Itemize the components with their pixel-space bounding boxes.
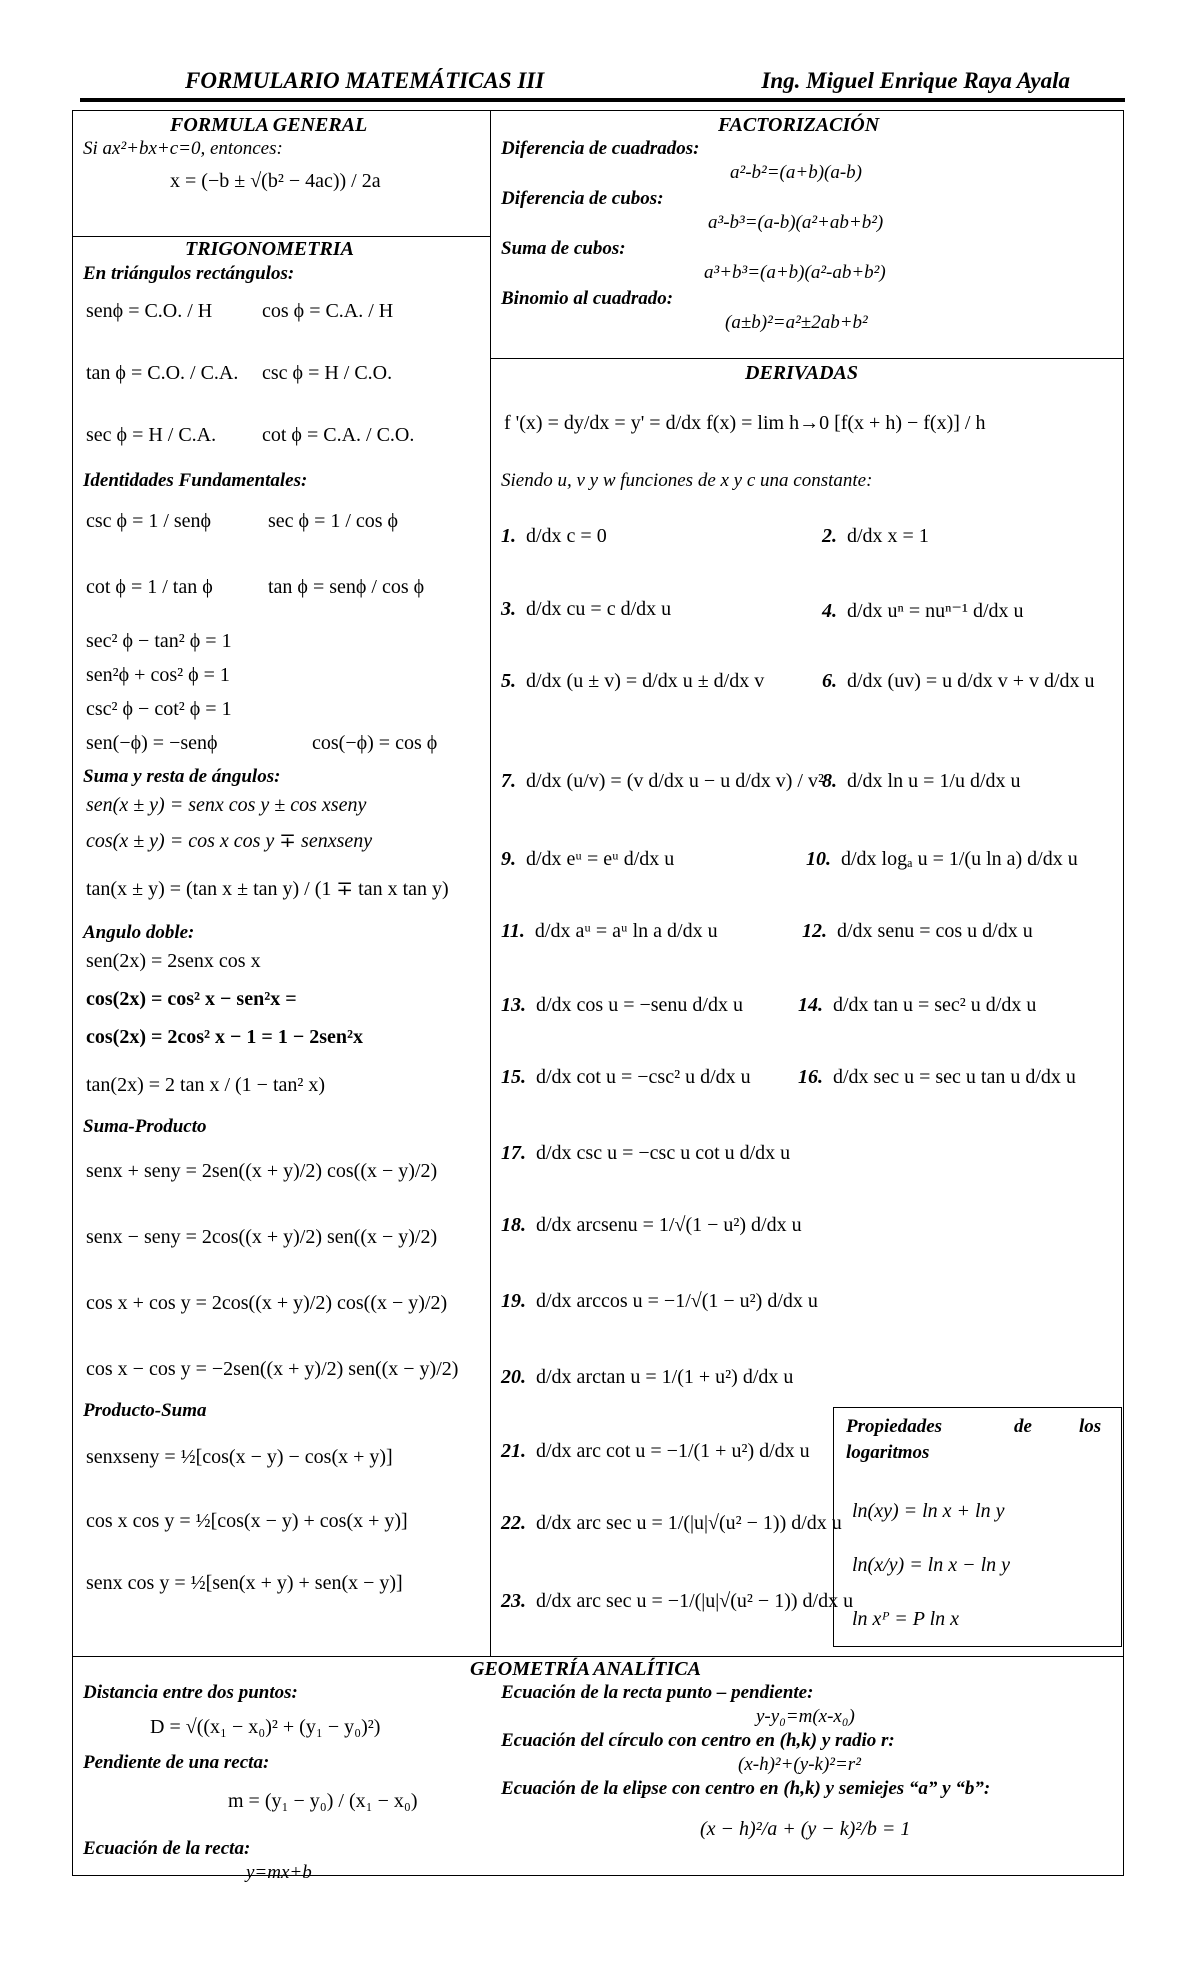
derivadas-note: Siendo u, v y w funciones de x y c una constante: [501, 470, 873, 491]
rule-formula: d/dx sec u = sec u tan u d/dx u [833, 1066, 1076, 1088]
rule-formula: d/dx senu = cos u d/dx u [837, 920, 1033, 942]
page-header [80, 66, 1120, 100]
derivative-rule-5 [501, 670, 764, 693]
rule-formula: d/dx cos u = −senu d/dx u [536, 994, 743, 1016]
log-power: ln xᴾ = P ln x [852, 1608, 960, 1630]
derivative-rule-4 [822, 598, 1024, 623]
geometria-title: GEOMETRÍA ANALÍTICA [470, 1658, 701, 1680]
rule-number: 7. [501, 770, 516, 792]
rule-formula: d/dx (u/v) = (v d/dx u − u d/dx v) / v² [526, 770, 824, 792]
ellipse-title: Ecuación de la elipse con centro en (h,k) y semiejes “a” y “b”: [501, 1778, 991, 1799]
derivative-rule-6 [822, 670, 1095, 693]
factorizacion-title: FACTORIZACIÓN [718, 114, 880, 136]
diff-cubes-label: Diferencia de cubos: [501, 188, 664, 209]
log-quotient: ln(x/y) = ln x − ln y [852, 1554, 1011, 1576]
derivative-rule-18 [501, 1214, 802, 1237]
derivative-rule-9 [501, 848, 674, 871]
product-sum-2: cos x cos y = ½[cos(x − y) + cos(x + y)] [86, 1510, 408, 1532]
rule-number: 23. [501, 1590, 526, 1612]
derivative-rule-14 [798, 994, 1036, 1017]
identity-tan: tan ϕ = senϕ / cos ϕ [268, 576, 425, 598]
product-sum-3: senx cos y = ½[sen(x + y) + sen(x − y)] [86, 1572, 403, 1594]
identity-pythag-sec: sec² ϕ − tan² ϕ = 1 [86, 630, 232, 652]
double-sen: sen(2x) = 2senx cos x [86, 950, 261, 972]
rule-number: 16. [798, 1066, 823, 1088]
rule-formula: d/dx (uv) = u d/dx v + v d/dx u [847, 670, 1095, 692]
formula-general-title: FORMULA GENERAL [170, 114, 368, 136]
distance-formula: D = √((x₁ − x₀)² + (y₁ − y₀)²) [150, 1716, 381, 1738]
rule-formula: d/dx logₐ u = 1/(u ln a) d/dx u [841, 848, 1078, 870]
rule-formula: d/dx arcsenu = 1/√(1 − u²) d/dx u [536, 1214, 802, 1236]
divider-factorizacion [490, 358, 1124, 359]
log-title-a: Propiedades [846, 1416, 943, 1437]
double-angle-title: Angulo doble: [83, 922, 195, 943]
derivative-rule-8 [822, 770, 1021, 793]
diff-squares-formula: a²-b²=(a+b)(a-b) [730, 162, 862, 183]
derivative-rule-15 [501, 1066, 751, 1089]
header-rule [80, 98, 1125, 102]
sum-product-title: Suma-Producto [83, 1116, 207, 1137]
line-title: Ecuación de la recta: [83, 1838, 251, 1859]
identity-odd-sen: sen(−ϕ) = −senϕ [86, 732, 218, 754]
log-title-b: de [1014, 1416, 1032, 1437]
quadratic-formula: x = (−b ± √(b² − 4ac)) / 2a [170, 170, 381, 192]
rule-formula: d/dx arc sec u = 1/(|u|√(u² − 1)) d/dx u [536, 1512, 842, 1534]
rule-number: 1. [501, 525, 516, 547]
rule-number: 4. [822, 600, 837, 622]
product-sum-1: senxseny = ½[cos(x − y) − cos(x + y)] [86, 1446, 393, 1468]
trig-title: TRIGONOMETRIA [185, 238, 354, 260]
sum-sen: sen(x ± y) = senx cos y ± cos xseny [86, 794, 367, 816]
trig-cot: cot ϕ = C.A. / C.O. [262, 424, 415, 446]
sum-cos: cos(x ± y) = cos x cos y ∓ senxseny [86, 830, 373, 852]
trig-sen: senϕ = C.O. / H [86, 300, 213, 322]
log-properties-box [833, 1407, 1122, 1647]
trig-sec: sec ϕ = H / C.A. [86, 424, 217, 446]
derivative-rule-13 [501, 994, 743, 1017]
right-triangles-title: En triángulos rectángulos: [83, 263, 295, 284]
line-formula: y=mx+b [246, 1862, 312, 1883]
rule-number: 18. [501, 1214, 526, 1236]
sum-tan: tan(x ± y) = (tan x ± tan y) / (1 ∓ tan x tan y) [86, 878, 449, 900]
identity-pythag-sen: sen²ϕ + cos² ϕ = 1 [86, 664, 230, 686]
trig-tan: tan ϕ = C.O. / C.A. [86, 362, 239, 384]
binomial-square-formula: (a±b)²=a²±2ab+b² [725, 312, 868, 333]
double-cos-2: cos(2x) = 2cos² x − 1 = 1 − 2sen²x [86, 1026, 364, 1048]
rule-number: 6. [822, 670, 837, 692]
rule-formula: d/dx cu = c d/dx u [526, 598, 672, 620]
derivative-rule-19 [501, 1290, 818, 1313]
rule-number: 13. [501, 994, 526, 1016]
derivative-rule-3 [501, 598, 671, 621]
sum-angles-title: Suma y resta de ángulos: [83, 766, 281, 787]
derivative-rule-16 [798, 1066, 1076, 1089]
derivative-rule-23 [501, 1590, 853, 1613]
double-tan: tan(2x) = 2 tan x / (1 − tan² x) [86, 1074, 326, 1096]
identities-title: Identidades Fundamentales: [83, 470, 308, 491]
rule-formula: d/dx arccos u = −1/√(1 − u²) d/dx u [536, 1290, 818, 1312]
rule-number: 9. [501, 848, 516, 870]
diff-cubes-formula: a³-b³=(a-b)(a²+ab+b²) [708, 212, 884, 233]
rule-formula: d/dx ln u = 1/u d/dx u [847, 770, 1021, 792]
ellipse-formula: (x − h)²/a + (y − k)²/b = 1 [700, 1818, 911, 1840]
rule-formula: d/dx cot u = −csc² u d/dx u [536, 1066, 751, 1088]
sum-product-2: senx − seny = 2cos((x + y)/2) sen((x − y)/2) [86, 1226, 438, 1248]
divider-geometria [72, 1656, 1124, 1657]
point-slope-title: Ecuación de la recta punto – pendiente: [501, 1682, 814, 1703]
derivative-rule-7 [501, 770, 824, 793]
distance-title: Distancia entre dos puntos: [83, 1682, 298, 1703]
rule-number: 21. [501, 1440, 526, 1462]
derivative-rule-11 [501, 920, 718, 943]
rule-formula: d/dx csc u = −csc u cot u d/dx u [536, 1142, 791, 1164]
identity-sec: sec ϕ = 1 / cos ϕ [268, 510, 399, 532]
circle-formula: (x-h)²+(y-k)²=r² [738, 1754, 861, 1775]
point-slope-formula: y-y₀=m(x-x₀) [756, 1706, 855, 1727]
rule-formula: d/dx arctan u = 1/(1 + u²) d/dx u [536, 1366, 794, 1388]
binomial-square-label: Binomio al cuadrado: [501, 288, 674, 309]
slope-title: Pendiente de una recta: [83, 1752, 270, 1773]
divider-formula-general [72, 236, 490, 237]
rule-number: 11. [501, 920, 525, 942]
rule-number: 2. [822, 525, 837, 547]
rule-number: 20. [501, 1366, 526, 1388]
log-title-d: logaritmos [846, 1442, 930, 1463]
derivative-rule-10 [806, 848, 1078, 871]
diff-squares-label: Diferencia de cuadrados: [501, 138, 700, 159]
rule-formula: d/dx aᵘ = aᵘ ln a d/dx u [534, 920, 718, 942]
rule-formula: d/dx (u ± v) = d/dx u ± d/dx v [526, 670, 765, 692]
derivadas-title: DERIVADAS [745, 362, 859, 384]
column-divider [490, 110, 491, 1656]
sum-cubes-label: Suma de cubos: [501, 238, 626, 259]
rule-number: 14. [798, 994, 823, 1016]
rule-number: 15. [501, 1066, 526, 1088]
formula-general-intro: Si ax²+bx+c=0, entonces: [83, 138, 283, 159]
log-title-c: los [1079, 1416, 1102, 1437]
rule-formula: d/dx eᵘ = eᵘ d/dx u [526, 848, 675, 870]
derivative-rule-17 [501, 1142, 790, 1165]
derivative-rule-22 [501, 1512, 842, 1535]
identity-csc: csc ϕ = 1 / senϕ [86, 510, 212, 532]
circle-title: Ecuación del círculo con centro en (h,k) y radio r: [501, 1730, 895, 1751]
document-author: Ing. Miguel Enrique Raya Ayala [761, 68, 1070, 93]
derivative-rule-1 [501, 525, 607, 548]
rule-number: 5. [501, 670, 516, 692]
trig-cos: cos ϕ = C.A. / H [262, 300, 394, 322]
rule-formula: d/dx c = 0 [526, 525, 607, 547]
rule-number: 12. [802, 920, 827, 942]
rule-number: 22. [501, 1512, 526, 1534]
rule-formula: d/dx arc sec u = −1/(|u|√(u² − 1)) d/dx u [536, 1590, 854, 1612]
rule-formula: d/dx tan u = sec² u d/dx u [833, 994, 1037, 1016]
sum-product-1: senx + seny = 2sen((x + y)/2) cos((x − y)/2) [86, 1160, 438, 1182]
derivative-definition: f '(x) = dy/dx = y' = d/dx f(x) = lim h→0 [f(x + h) − f(x)] / h [504, 412, 986, 434]
identity-cot: cot ϕ = 1 / tan ϕ [86, 576, 213, 598]
rule-formula: d/dx x = 1 [847, 525, 929, 547]
rule-number: 3. [501, 598, 516, 620]
derivative-rule-12 [802, 920, 1033, 943]
derivative-rule-21 [501, 1440, 810, 1463]
rule-number: 8. [822, 770, 837, 792]
derivative-rule-20 [501, 1366, 793, 1389]
rule-number: 10. [806, 848, 831, 870]
double-cos-1: cos(2x) = cos² x − sen²x = [86, 988, 297, 1010]
identity-even-cos: cos(−ϕ) = cos ϕ [312, 732, 438, 754]
log-product: ln(xy) = ln x + ln y [852, 1500, 1005, 1522]
rule-formula: d/dx arc cot u = −1/(1 + u²) d/dx u [536, 1440, 810, 1462]
rule-number: 17. [501, 1142, 526, 1164]
sum-cubes-formula: a³+b³=(a+b)(a²-ab+b²) [704, 262, 886, 283]
slope-formula: m = (y₁ − y₀) / (x₁ − x₀) [228, 1790, 418, 1812]
identity-pythag-csc: csc² ϕ − cot² ϕ = 1 [86, 698, 232, 720]
sum-product-4: cos x − cos y = −2sen((x + y)/2) sen((x − y)/2) [86, 1358, 459, 1380]
derivative-rule-2 [822, 525, 929, 548]
rule-formula: d/dx uⁿ = nuⁿ⁻¹ d/dx u [847, 600, 1024, 622]
trig-csc: csc ϕ = H / C.O. [262, 362, 393, 384]
document-title: FORMULARIO MATEMÁTICAS III [185, 68, 545, 93]
product-sum-title: Producto-Suma [83, 1400, 207, 1421]
sum-product-3: cos x + cos y = 2cos((x + y)/2) cos((x − y)/2) [86, 1292, 448, 1314]
rule-number: 19. [501, 1290, 526, 1312]
